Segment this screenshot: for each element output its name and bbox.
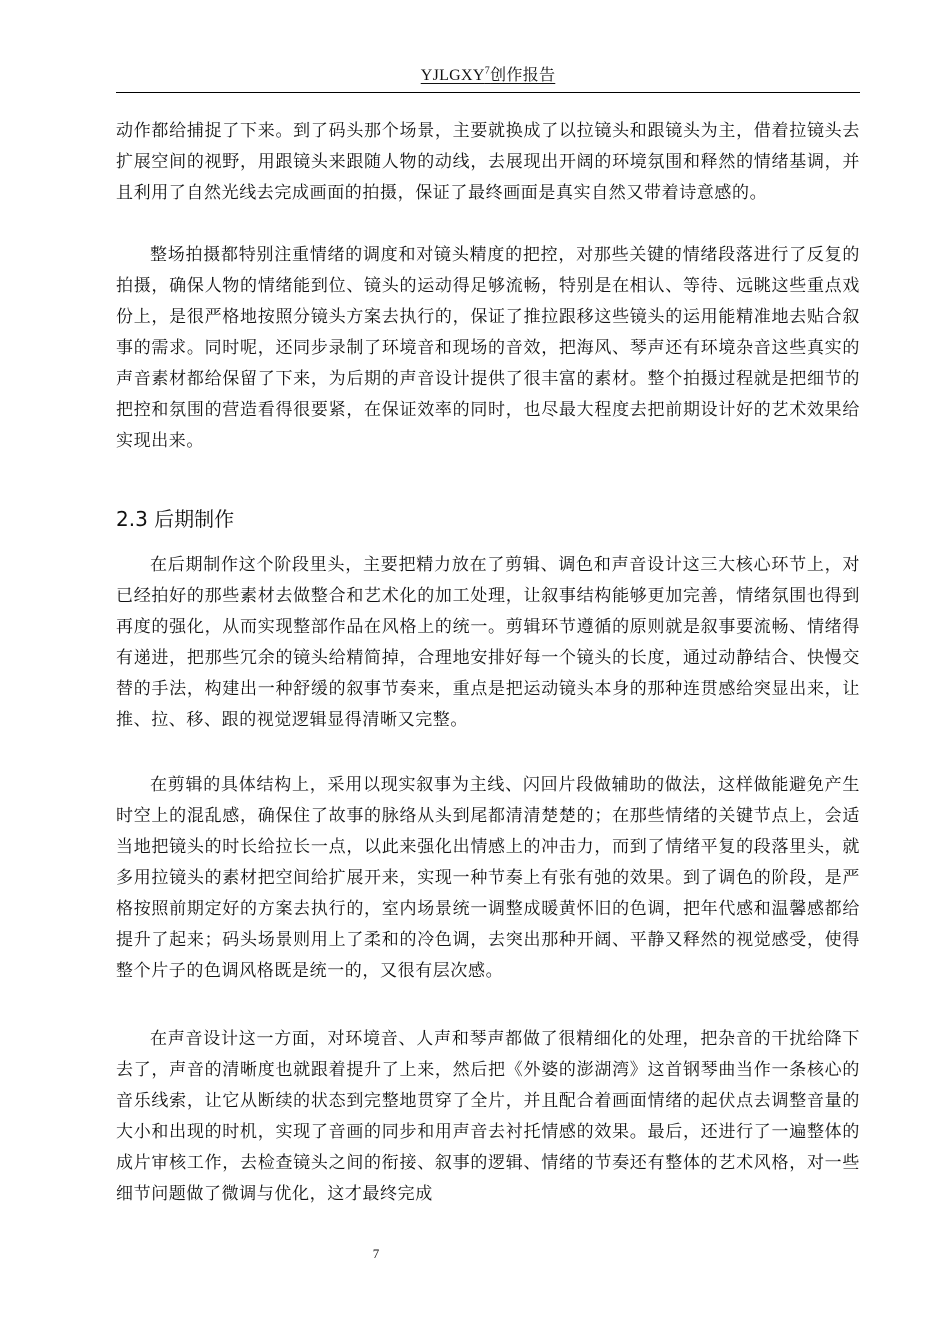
section-paragraph-3: 在声音设计这一方面，对环境音、人声和琴声都做了很精细化的处理，把杂音的干扰给降下去了，声音的清晰度也就跟着提升了上来，然后把《外婆的澎湖湾》这首钢琴曲当作一条核心的音乐线索，让它从断续的状态到完整地贯穿了全片，并且配合着画面情绪的起伏点去调整音量的大小和出现的时机，实现了音画的同步和用声音去衬托情感的效果。最后，还进行了一遍整体的成片审核工作，去检查镜头之间的衔接、叙事的逻辑、情绪的节奏还有整体的艺术风格，对一些细节问题做了微调与优化，这才最终完成 [116, 1029, 860, 1204]
section-paragraph-1: 在后期制作这个阶段里头，主要把精力放在了剪辑、调色和声音设计这三大核心环节上，对已经拍好的那些素材去做整合和艺术化的加工处理，让叙事结构能够更加完善，情绪氛围也得到再度的强化，从而实现整部作品在风格上的统一。剪辑环节遵循的原则就是叙事要流畅、情绪得有递进，把那些冗余的镜头给精简掉，合理地安排好每一个镜头的长度，通过动静结合、快慢交替的手法，构建出一种舒缓的叙事节奏来，重点是把运动镜头本身的那种连贯感给突显出来，让推、拉、移、跟的视觉逻辑显得清晰又完整。 [116, 555, 860, 730]
page-header [116, 66, 860, 86]
page-number: 7 [372, 1246, 380, 1261]
body-paragraph-2: 整场拍摄都特别注重情绪的调度和对镜头精度的把控，对那些关键的情绪段落进行了反复的拍摄，确保人物的情绪能到位、镜头的运动得足够流畅，特别是在相认、等待、远眺这些重点戏份上，是很严格地按照分镜头方案去执行的，保证了推拉跟移这些镜头的运用能精准地去贴合叙事的需求。同时呢，还同步录制了环境音和现场的音效，把海风、琴声还有环境杂音这些真实的声音素材都给保留了下来，为后期的声音设计提供了很丰富的素材。整个拍摄过程就是把细节的把控和氛围的营造看得很要紧，在保证效率的同时，也尽最大程度去把前期设计好的艺术效果给实现出来。 [116, 245, 860, 451]
section-heading: 2.3 后期制作 [116, 507, 235, 531]
header-title-group [421, 67, 556, 84]
header-rule [116, 92, 860, 93]
header-title: YJLGXY [420, 67, 485, 84]
header-subtitle: 创作报告 [490, 67, 556, 84]
body-paragraph-1: 动作都给捕捉了下来。到了码头那个场景，主要就换成了以拉镜头和跟镜头为主，借着拉镜头去扩展空间的视野，用跟镜头来跟随人物的动线，去展现出开阔的环境氛围和释然的情绪基调，并且利用了自然光线去完成画面的拍摄，保证了最终画面是真实自然又带着诗意感的。 [116, 121, 860, 203]
header-superscript: 7 [484, 65, 491, 77]
section-paragraph-2: 在剪辑的具体结构上，采用以现实叙事为主线、闪回片段做辅助的做法，这样做能避免产生时空上的混乱感，确保住了故事的脉络从头到尾都清清楚楚的；在那些情绪的关键节点上，会适当地把镜头的时长给拉长一点，以此来强化出情感上的冲击力，而到了情绪平复的段落里头，就多用拉镜头的素材把空间给扩展开来，实现一种节奏上有张有弛的效果。到了调色的阶段，是严格按照前期定好的方案去执行的，室内场景统一调整成暖黄怀旧的色调，把年代感和温馨感都给提升了起来；码头场景则用上了柔和的冷色调，去突出那种开阔、平静又释然的视觉感受，使得整个片子的色调风格既是统一的，又很有层次感。 [116, 775, 860, 981]
